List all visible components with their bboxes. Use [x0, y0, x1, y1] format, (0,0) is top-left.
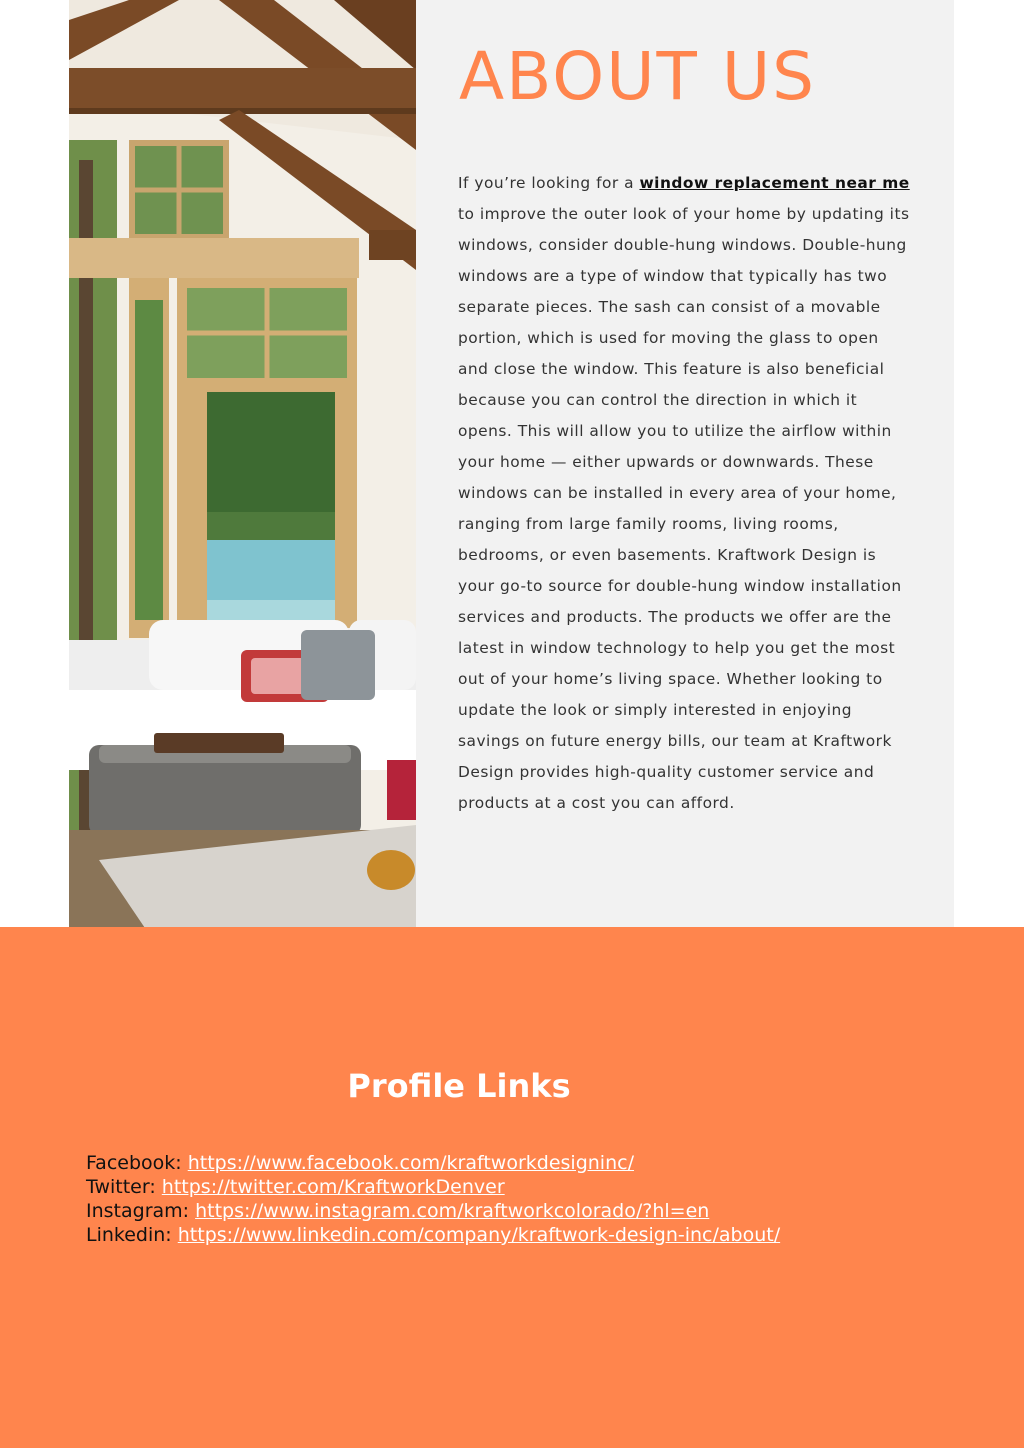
profile-links-title: Profile Links	[347, 1067, 571, 1105]
about-us-section	[416, 0, 954, 930]
instagram-label: Instagram:	[86, 1200, 196, 1222]
about-intro-text: If you’re looking for a	[458, 174, 640, 192]
about-us-text	[458, 168, 913, 819]
twitter-link[interactable]: https://twitter.com/KraftworkDenver	[161, 1176, 505, 1198]
living-room-photo	[69, 0, 416, 934]
profile-links-section	[0, 927, 1024, 1448]
twitter-label: Twitter:	[86, 1176, 162, 1198]
profile-links-list	[86, 1151, 780, 1247]
window-replacement-link[interactable]: window replacement near me	[639, 174, 910, 192]
facebook-link[interactable]: https://www.facebook.com/kraftworkdesigninc/	[187, 1152, 634, 1174]
about-body-text: to improve the outer look of your home by updating its windows, consider double-hung windows. Double-hung windows are a type of window that typically has two separate pieces. The sash can consist of a movable portion, which is used for moving the glass to open and close the window. This feature is also beneficial because you can control the direction in which it opens. This will allow you to utilize the airflow within your home — either upwards or downwards. These windows can be installed in every area of your home, ranging from large family rooms, living rooms, bedrooms, or even basements. Kraftwork Design is your go-to source for double-hung window installation services and products. The products we offer are the latest in window technology to help you get the most out of your home’s living space. Whether looking to update the look or simply interested in enjoying savings on future energy bills, our team at Kraftwork Design provides high-quality customer service and products at a cost you can afford.	[458, 205, 910, 812]
instagram-link[interactable]: https://www.instagram.com/kraftworkcolorado/?hl=en	[195, 1200, 710, 1222]
living-room-illustration	[69, 0, 416, 934]
facebook-label: Facebook:	[86, 1152, 188, 1174]
linkedin-link[interactable]: https://www.linkedin.com/company/kraftwork-design-inc/about/	[177, 1224, 781, 1246]
about-us-title: ABOUT US	[459, 38, 817, 115]
twitter-link-row	[86, 1175, 780, 1199]
instagram-link-row	[86, 1199, 780, 1223]
linkedin-link-row	[86, 1223, 780, 1247]
linkedin-label: Linkedin:	[86, 1224, 178, 1246]
facebook-link-row	[86, 1151, 780, 1175]
